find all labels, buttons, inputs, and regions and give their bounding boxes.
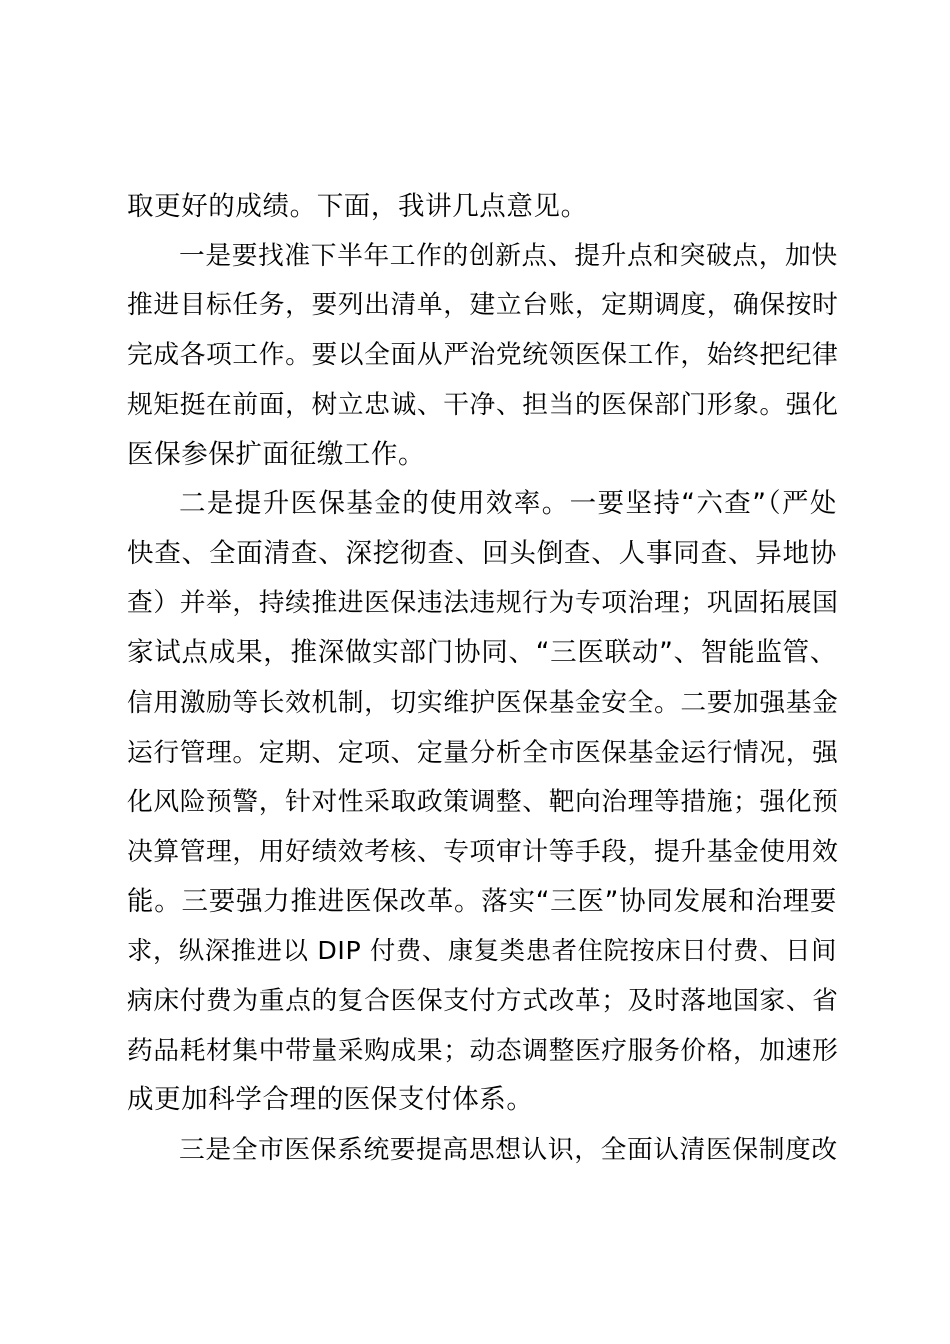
paragraph-2-first-line: 二是提升医保基金的使用效率。一要坚持“六查”（严处: [179, 488, 837, 519]
text-line: 取更好的成绩。下面，我讲几点意见。: [127, 191, 588, 222]
text-line: 快查、全面清查、深挖彻查、回头倒查、人事同查、异地协: [127, 538, 837, 569]
text-line: 能。三要强力推进医保改革。落实“三医”协同发展和治理要: [127, 886, 837, 917]
paragraph-1-first-line: 一是要找准下半年工作的创新点、提升点和突破点，加快: [179, 241, 838, 271]
text-line: 推进目标任务，要列出清单，建立台账，定期调度，确保按时: [127, 290, 839, 320]
text-line: 规矩挺在前面，树立忠诚、干净、担当的医保部门形象。强化: [127, 390, 839, 420]
text-line: 决算管理，用好绩效考核、专项审计等手段，提升基金使用效: [127, 837, 839, 867]
text-line: 化风险预警，针对性采取政策调整、靶向治理等措施；强化预: [127, 787, 839, 817]
text-line: 医保参保扩面征缴工作。: [127, 439, 426, 470]
text-line: 完成各项工作。要以全面从严治党统领医保工作，始终把纪律: [127, 340, 839, 370]
text-line: 成更加科学合理的医保支付体系。: [127, 1084, 534, 1115]
text-line: 病床付费为重点的复合医保支付方式改革；及时落地国家、省: [127, 986, 839, 1016]
text-line: 求，纵深推进以 DIP 付费、康复类患者住院按床日付费、日间: [127, 936, 837, 965]
text-line: 家试点成果，推深做实部门协同、“三医联动”、智能监管、: [127, 637, 837, 668]
text-line: 运行管理。定期、定项、定量分析全市医保基金运行情况，强: [127, 738, 839, 768]
text-line: 查）并举，持续推进医保违法违规行为专项治理；巩固拓展国: [127, 588, 839, 618]
paragraph-3-first-line: 三是全市医保系统要提高思想认识，全面认清医保制度改: [179, 1135, 838, 1165]
text-line: 信用激励等长效机制，切实维护医保基金安全。二要加强基金: [127, 688, 839, 718]
text-line: 药品耗材集中带量采购成果；动态调整医疗服务价格，加速形: [127, 1036, 839, 1066]
